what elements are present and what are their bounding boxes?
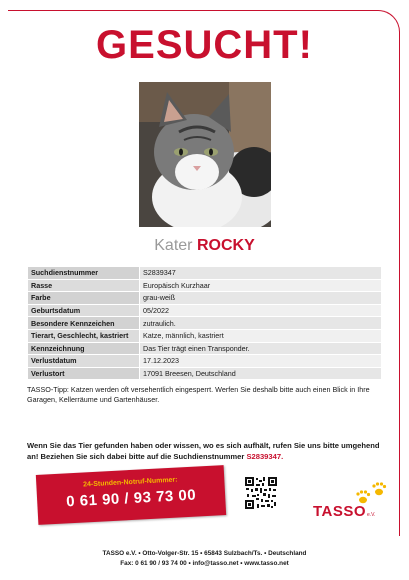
detail-label: Farbe xyxy=(28,292,140,305)
tasso-logo xyxy=(313,480,393,525)
logo-suffix: e.V. xyxy=(367,512,376,518)
appeal-body: Wenn Sie das Tier gefunden haben oder wissen, wo es sich aufhält, rufen Sie uns bitte umgehend an! Beziehen Sie sich dabei bitte auf die Suchdienstnummer xyxy=(27,441,380,461)
footer-contact: Fax: 0 61 90 / 93 74 00 • info@tasso.net • www.tasso.net xyxy=(120,559,289,567)
hotline-banner xyxy=(36,465,226,525)
poster-title: GESUCHT! xyxy=(96,23,313,67)
detail-value: grau-weiß xyxy=(140,292,382,305)
detail-label: Besondere Kennzeichen xyxy=(28,317,140,330)
detail-label: Kennzeichnung xyxy=(28,342,140,355)
detail-label: Verlustort xyxy=(28,367,140,380)
table-row xyxy=(28,355,382,368)
detail-value: 05/2022 xyxy=(140,304,382,317)
cat-photo-image xyxy=(139,82,271,227)
detail-value: Katze, männlich, kastriert xyxy=(140,329,382,342)
detail-value: Das Tier trägt einen Transponder. xyxy=(140,342,382,355)
detail-label: Geburtsdatum xyxy=(28,304,140,317)
footer xyxy=(0,549,409,568)
qr-code-graphic xyxy=(244,476,278,510)
appeal-text xyxy=(27,441,387,462)
table-row xyxy=(28,317,382,330)
hotline-number[interactable]: 0 61 90 / 93 73 00 xyxy=(65,486,197,511)
table-row xyxy=(28,267,382,280)
table-row xyxy=(28,279,382,292)
tasso-tip: TASSO-Tipp: Katzen werden oft versehentlich eingesperrt. Werfen Sie deshalb bitte auch einen Blick in Ihre Garagen, Kellerräume und Gartenhäuser. xyxy=(27,385,370,404)
detail-label: Suchdienstnummer xyxy=(28,267,140,280)
detail-label: Verlustdatum xyxy=(28,355,140,368)
detail-value: 17.12.2023 xyxy=(140,355,382,368)
cat-name: ROCKY xyxy=(196,237,255,254)
table-row xyxy=(28,329,382,342)
detail-value: Europäisch Kurzhaar xyxy=(140,279,382,292)
cat-name-prefix: Kater xyxy=(154,237,193,254)
logo-name: TASSO xyxy=(313,503,367,520)
footer-address: TASSO e.V. • Otto-Volger-Str. 15 • 65843 Sulzbach/Ts. • Deutschland xyxy=(102,550,307,557)
details-table xyxy=(27,266,382,380)
detail-label: Tierart, Geschlecht, kastriert xyxy=(28,329,140,342)
appeal-search-number: S2839347. xyxy=(246,451,284,461)
table-row xyxy=(28,367,382,380)
table-row xyxy=(28,304,382,317)
detail-value: S2839347 xyxy=(140,267,382,280)
cat-name-line xyxy=(0,237,409,255)
table-row xyxy=(28,342,382,355)
hotline-label: 24-Stunden-Notruf-Nummer: xyxy=(82,476,178,489)
detail-label: Rasse xyxy=(28,279,140,292)
table-row xyxy=(28,292,382,305)
cat-photo xyxy=(139,82,271,227)
qr-code-icon[interactable] xyxy=(244,476,278,510)
detail-value: 17091 Breesen, Deutschland xyxy=(140,367,382,380)
detail-value: zutraulich. xyxy=(140,317,382,330)
